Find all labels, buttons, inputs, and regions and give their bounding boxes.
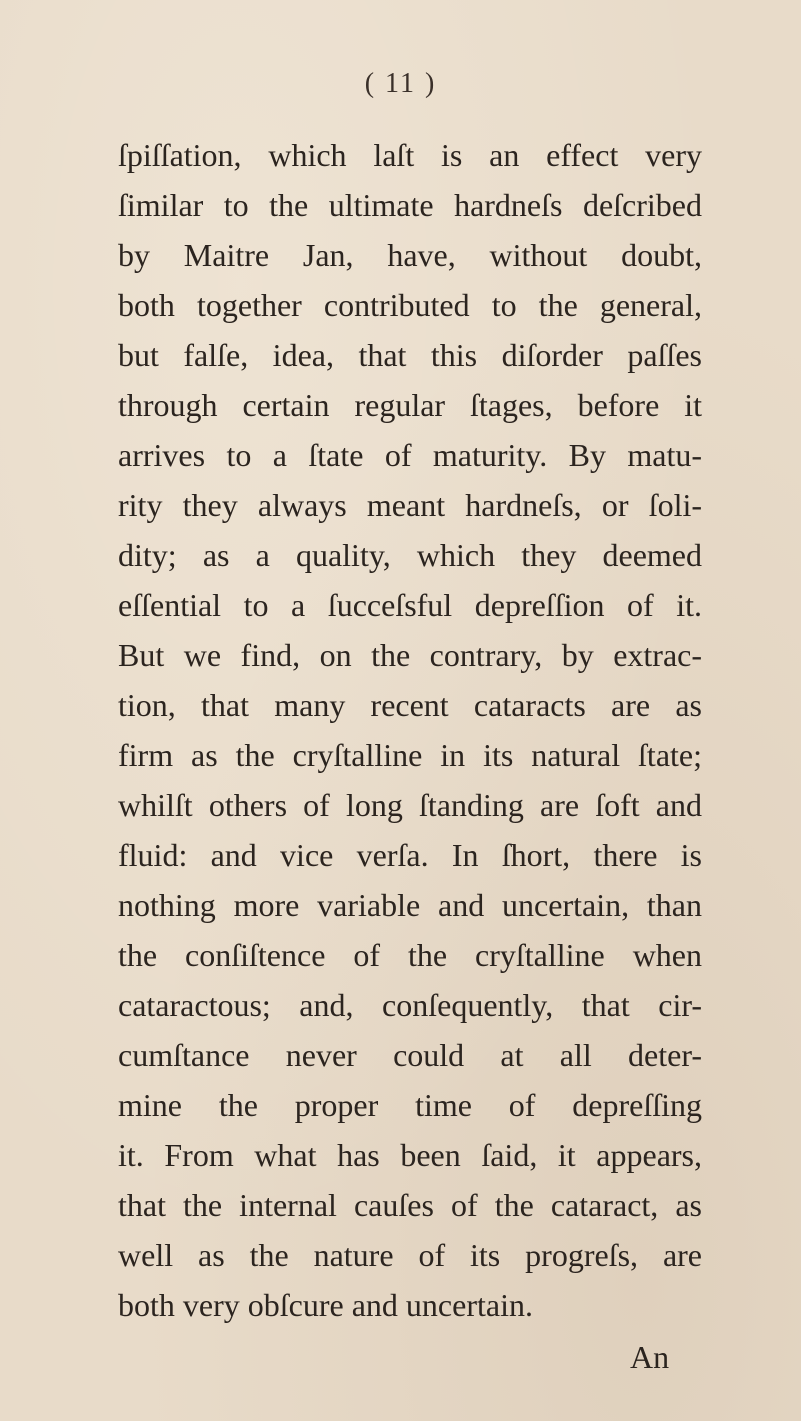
page-number: ( 11 ) xyxy=(364,68,437,99)
text-line-16: nothing more variable and uncertain, than xyxy=(118,887,702,923)
text-line-13: firm as the cryſtalline in its natural ſtate; xyxy=(118,737,702,773)
text-line-9: dity; as a quality, which they deemed xyxy=(118,537,702,573)
text-line-3: by Maitre Jan, have, without doubt, xyxy=(118,237,702,273)
text-line-21: it. From what has been ſaid, it appears, xyxy=(118,1137,702,1173)
text-line-4: both together contributed to the general, xyxy=(118,287,702,323)
text-line-7: arrives to a ſtate of maturity. By matu- xyxy=(118,437,702,473)
text-line-14: whilſt others of long ſtanding are ſoft and xyxy=(118,787,702,823)
text-line-22: that the internal cauſes of the cataract, as xyxy=(118,1187,702,1223)
text-line-8: rity they always meant hardneſs, or ſoli- xyxy=(118,487,702,523)
text-line-20: mine the proper time of depreſſing xyxy=(118,1087,702,1123)
text-line-24: both very obſcure and uncertain. xyxy=(118,1287,533,1323)
catchword: An xyxy=(630,1339,670,1375)
text-line-19: cumſtance never could at all deter- xyxy=(118,1037,702,1073)
text-line-15: fluid: and vice verſa. In ſhort, there is xyxy=(118,837,702,873)
text-line-2: ſimilar to the ultimate hardneſs deſcribed xyxy=(118,187,702,223)
text-line-6: through certain regular ſtages, before it xyxy=(118,387,702,423)
text-line-12: tion, that many recent cataracts are as xyxy=(118,687,702,723)
text-line-17: the conſiſtence of the cryſtalline when xyxy=(118,937,702,973)
text-line-11: But we find, on the contrary, by extrac- xyxy=(118,637,702,673)
text-line-10: eſſential to a ſucceſsful depreſſion of it. xyxy=(118,587,702,623)
text-line-1: ſpiſſation, which laſt is an effect very xyxy=(118,137,702,173)
text-line-5: but falſe, idea, that this diſorder paſſes xyxy=(118,337,702,373)
text-line-23: well as the nature of its progreſs, are xyxy=(118,1237,702,1273)
text-line-18: cataractous; and, conſequently, that cir- xyxy=(118,987,702,1023)
